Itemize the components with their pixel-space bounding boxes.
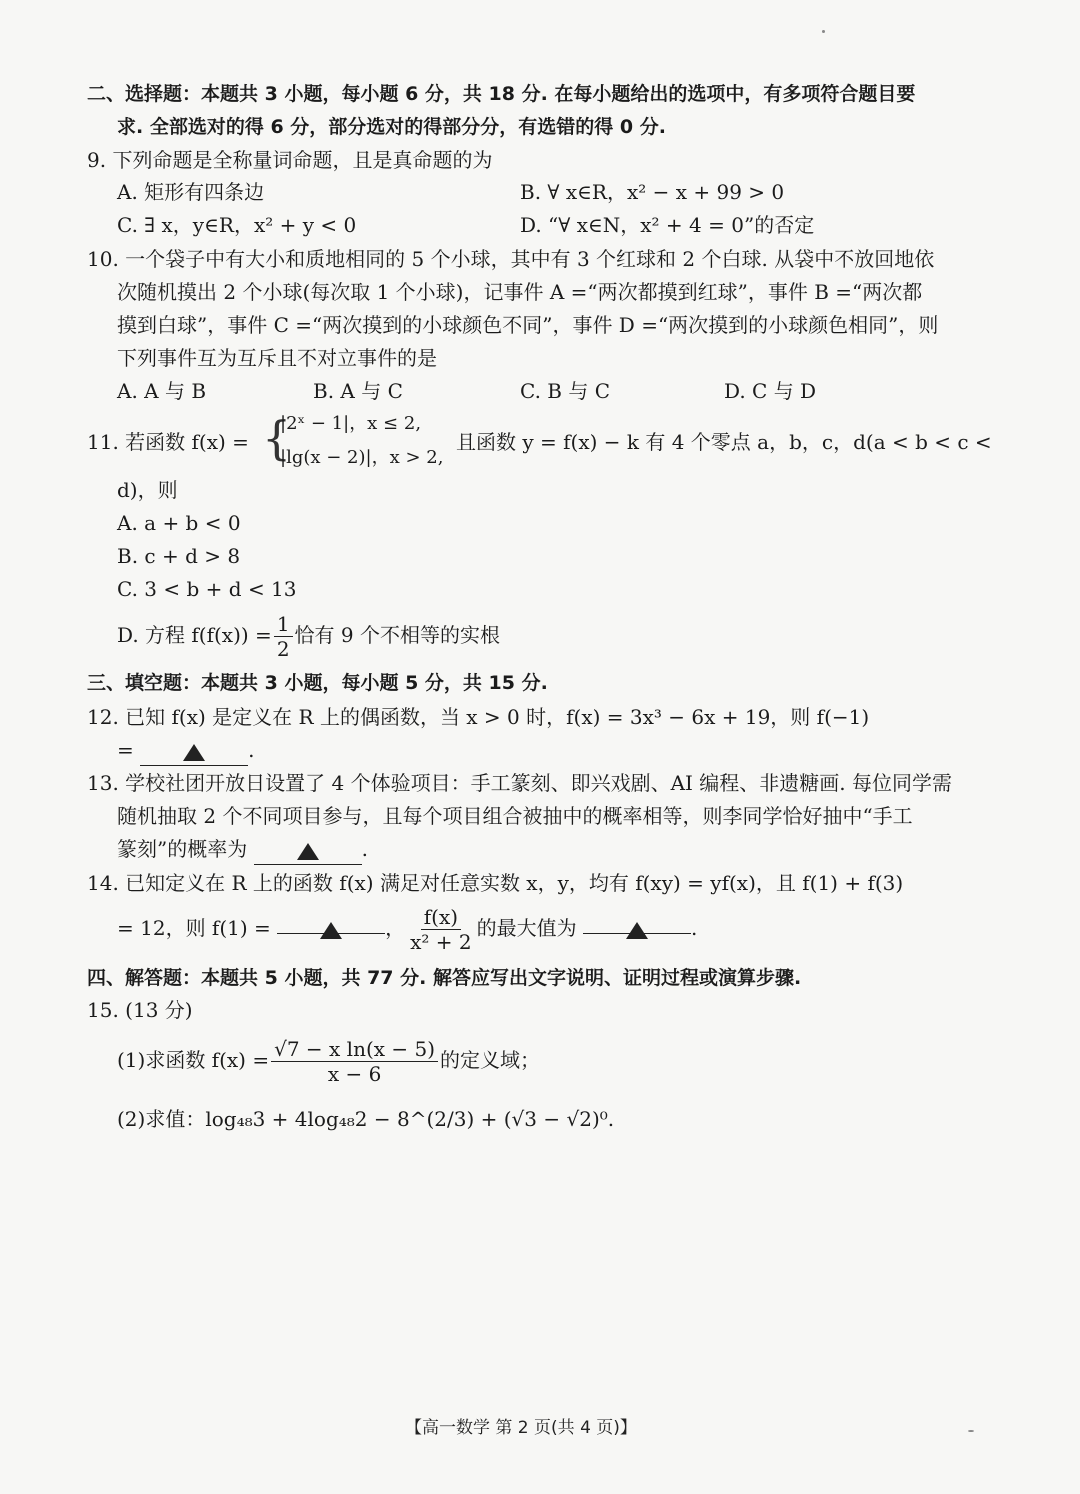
q12-answer-blank[interactable] xyxy=(140,739,248,766)
q14-fraction xyxy=(407,905,475,954)
q9-option-b: B. ∀ x∈R，x² − x + 99 > 0 xyxy=(520,180,785,204)
one-half-fraction xyxy=(274,612,293,661)
q11-tail: 且函数 y = f(x) − k 有 4 个零点 a，b，c，d(a < b < c < xyxy=(456,430,992,454)
fraction-numerator: √7 − x ln(x − 5) xyxy=(271,1037,438,1062)
q13-line3 xyxy=(117,835,368,865)
q10-line3: 摸到白球”，事件 C =“两次摸到的小球颜色不同”，事件 D =“两次摸到的小球颜色相同”，则 xyxy=(117,313,939,337)
q11-lead: 11. 若函数 f(x) = xyxy=(87,430,249,454)
q12-equals: = xyxy=(117,738,134,762)
q13-period: . xyxy=(361,837,368,861)
q14-prefix: = 12，则 f(1) = xyxy=(117,916,271,940)
q15-part1 xyxy=(117,1035,540,1086)
q9-option-a: A. 矩形有四条边 xyxy=(117,180,265,204)
q12-line2 xyxy=(117,736,254,766)
q15-fraction xyxy=(271,1037,438,1086)
piecewise-brace: { xyxy=(262,411,292,465)
q13-answer-blank[interactable] xyxy=(254,838,362,865)
section-3-heading: 三、填空题：本题共 3 小题，每小题 5 分，共 15 分. xyxy=(87,672,548,694)
q14-max-label: 的最大值为 xyxy=(476,916,577,940)
q11-line2: d)，则 xyxy=(117,478,178,502)
q15-part1-suffix: 的定义域； xyxy=(440,1048,541,1072)
section-4-heading: 四、解答题：本题共 5 小题，共 77 分. 解答应写出文字说明、证明过程或演算步骤. xyxy=(87,967,802,989)
q10-line2: 次随机摸出 2 个小球(每次取 1 个小球)，记事件 A =“两次都摸到红球”，事件 B =“两次都 xyxy=(117,280,923,304)
q14-answer-blank-1[interactable] xyxy=(277,907,385,934)
q12-period: . xyxy=(248,738,255,762)
q14-period: . xyxy=(691,916,698,940)
q13-prompt: 篆刻”的概率为 xyxy=(117,837,248,861)
q11-case-1: |2ˣ − 1|，x ≤ 2, xyxy=(280,413,422,434)
section-2-heading-line1: 二、选择题：本题共 3 小题，每小题 6 分，共 18 分. 在每小题给出的选项中，有多项符合题目要 xyxy=(87,83,916,105)
q15-heading: 15. (13 分) xyxy=(87,998,193,1022)
q15-part1-prefix: (1)求函数 f(x) = xyxy=(117,1048,270,1072)
q11-option-c: C. 3 < b + d < 13 xyxy=(117,577,297,601)
page-footer: 【高一数学 第 2 页(共 4 页)】 xyxy=(405,1418,637,1438)
fraction-numerator: f(x) xyxy=(421,905,461,930)
triangle-icon xyxy=(320,922,342,939)
fraction-denominator: x² + 2 xyxy=(410,930,472,954)
q14-line2 xyxy=(117,903,697,954)
q14-comma: ， xyxy=(385,916,406,940)
q13-line1: 13. 学校社团开放日设置了 4 个体验项目：手工篆刻、即兴戏剧、AI 编程、非遗糖画. 每位同学需 xyxy=(87,771,953,795)
triangle-icon xyxy=(183,744,205,761)
scan-speck xyxy=(968,1430,974,1432)
q10-option-d: D. C 与 D xyxy=(724,379,817,403)
q10-option-c: C. B 与 C xyxy=(520,379,611,403)
fraction-denominator: 2 xyxy=(276,637,290,661)
q10-option-b: B. A 与 C xyxy=(313,379,403,403)
q9-option-c: C. ∃ x，y∈R，x² + y < 0 xyxy=(117,213,357,237)
q11-option-a: A. a + b < 0 xyxy=(117,511,241,535)
q12-line1: 12. 已知 f(x) 是定义在 R 上的偶函数，当 x > 0 时，f(x) = 3x³ − 6x + 19，则 f(−1) xyxy=(87,705,870,729)
q15-part2: (2)求值：log₄₈3 + 4log₄₈2 − 8^(2/3) + (√3 − √2)⁰. xyxy=(117,1107,615,1131)
q11-option-d-suffix: 恰有 9 个不相等的实根 xyxy=(294,623,500,647)
q13-line2: 随机抽取 2 个不同项目参与，且每个项目组合被抽中的概率相等，则李同学恰好抽中“手工 xyxy=(117,804,913,828)
triangle-icon xyxy=(626,922,648,939)
q9-stem: 9. 下列命题是全称量词命题，且是真命题的为 xyxy=(87,148,493,172)
q14-answer-blank-2[interactable] xyxy=(583,907,691,934)
q11-case-2: |lg(x − 2)|，x > 2, xyxy=(280,447,444,468)
q10-line1: 10. 一个袋子中有大小和质地相同的 5 个小球，其中有 3 个红球和 2 个白球. 从袋中不放回地依 xyxy=(87,247,935,271)
q14-line1: 14. 已知定义在 R 上的函数 f(x) 满足对任意实数 x，y，均有 f(xy) = yf(x)，且 f(1) + f(3) xyxy=(87,871,904,895)
q9-option-d: D. “∀ x∈N，x² + 4 = 0”的否定 xyxy=(520,213,815,237)
fraction-numerator: 1 xyxy=(274,612,293,637)
triangle-icon xyxy=(297,843,319,860)
q10-option-a: A. A 与 B xyxy=(117,379,207,403)
q10-line4: 下列事件互为互斥且不对立事件的是 xyxy=(117,346,437,370)
scan-speck xyxy=(822,30,825,33)
q11-option-b: B. c + d > 8 xyxy=(117,544,241,568)
q11-option-d-prefix: D. 方程 f(f(x)) = xyxy=(117,623,272,647)
q11-option-d xyxy=(117,610,500,661)
section-2-heading-line2: 求. 全部选对的得 6 分，部分选对的得部分分，有选错的得 0 分. xyxy=(117,116,666,138)
fraction-denominator: x − 6 xyxy=(327,1062,382,1086)
